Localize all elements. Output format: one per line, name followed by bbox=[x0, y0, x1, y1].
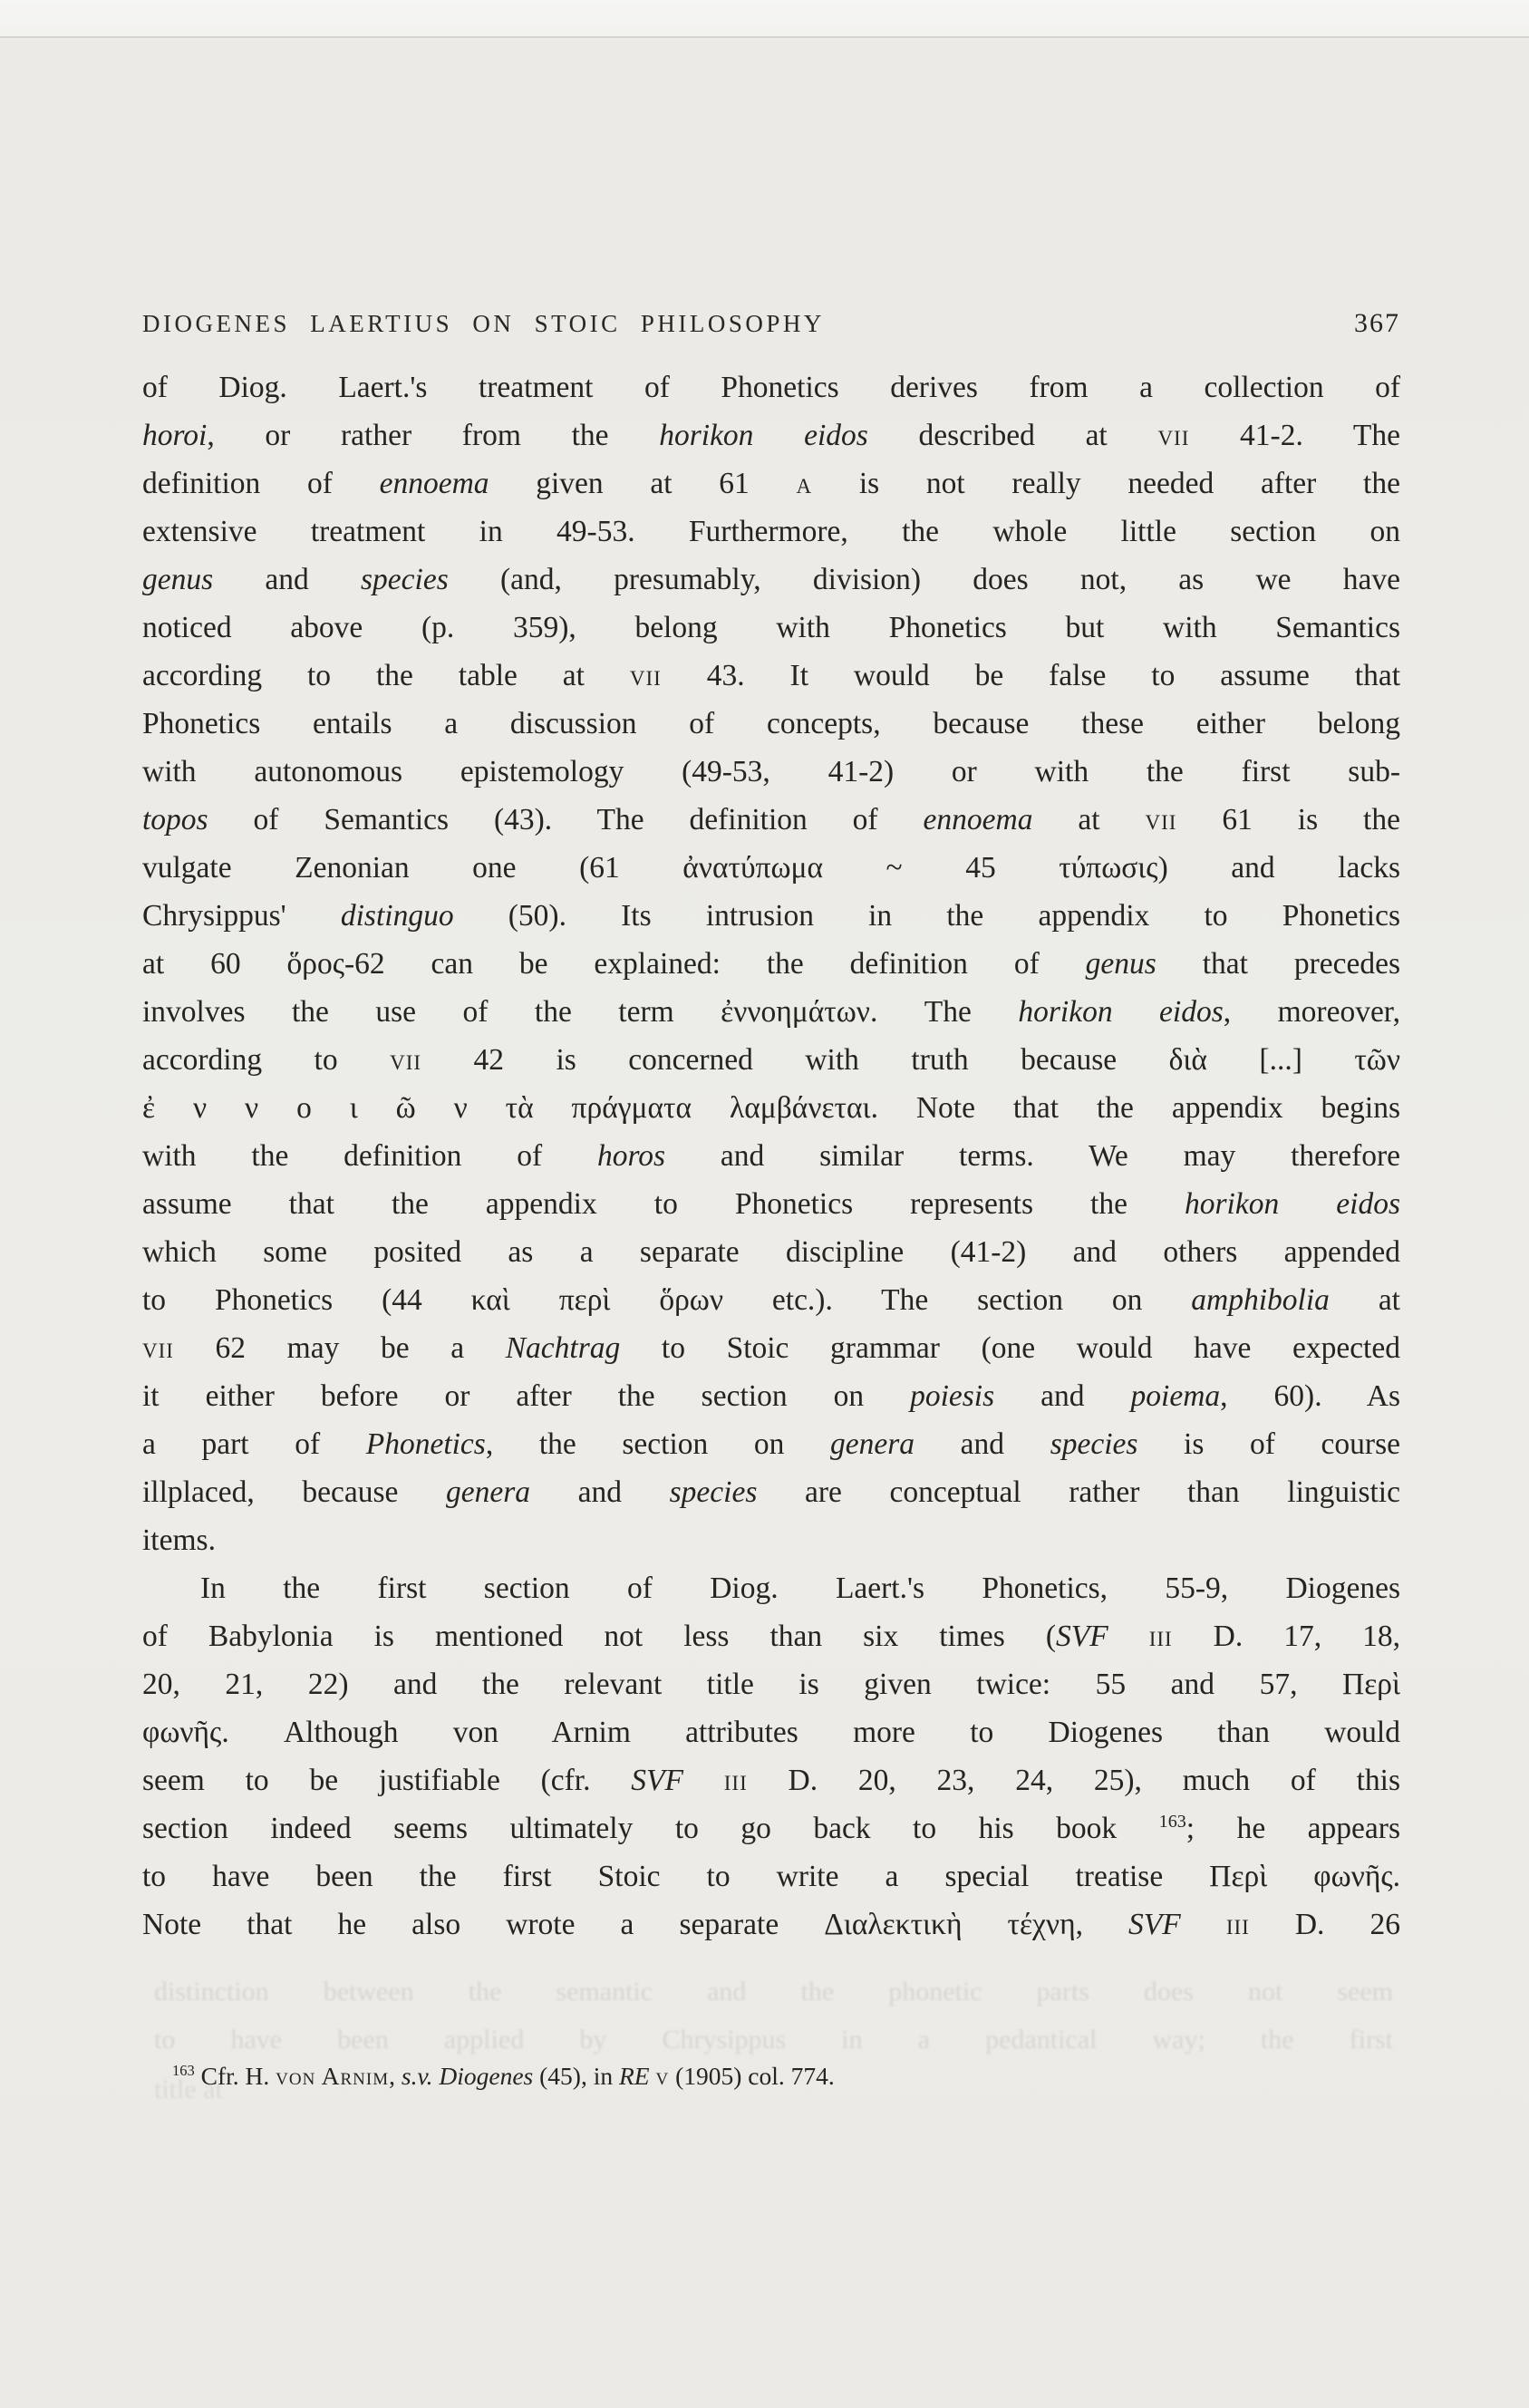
footnote-ref: 163 bbox=[172, 2061, 195, 2079]
styled-text: von Arnim bbox=[276, 2062, 390, 2090]
styled-text: SVF bbox=[1128, 1908, 1181, 1941]
text-line: of Diog. Laert.'s treatment of Phonetics derives from a collection of bbox=[142, 371, 1400, 404]
styled-text: iii bbox=[723, 1764, 748, 1797]
text-line: with autonomous epistemology (49-53, 41-2) or with the first sub- bbox=[142, 755, 1400, 788]
text-line: to Phonetics (44 καὶ περὶ ὅρων etc.). The section on amphibolia at bbox=[142, 1283, 1400, 1317]
text-line: of Babylonia is mentioned not less than six times (SVF iii D. 17, 18, bbox=[142, 1620, 1401, 1653]
running-title: DIOGENES LAERTIUS ON STOIC PHILOSOPHY bbox=[142, 310, 825, 337]
text-line: extensive treatment in 49-53. Furthermore, the whole little section on bbox=[142, 515, 1400, 548]
text-line: vii 62 may be a Nachtrag to Stoic grammar (one would have expected bbox=[142, 1331, 1400, 1365]
styled-text: Nachtrag bbox=[505, 1331, 621, 1365]
scan-fold-line bbox=[0, 36, 1529, 38]
styled-text: vii bbox=[142, 1331, 174, 1365]
text-line: items. bbox=[142, 1523, 216, 1557]
styled-text: horikon eidos bbox=[1018, 995, 1224, 1029]
styled-text: amphibolia bbox=[1191, 1283, 1330, 1317]
styled-text: poiesis bbox=[910, 1379, 995, 1413]
bleedthrough-line: distinction between the semantic and the phonetic parts does not seem bbox=[154, 1977, 1393, 2007]
styled-text: a bbox=[796, 467, 813, 500]
footnote-163: $^{163}$ Cfr. H. von Arnim, s.v. Diogenes (45), in RE v (1905) col. 774. bbox=[172, 2061, 835, 2090]
styled-text: Phonetics bbox=[365, 1427, 486, 1461]
styled-text: vii bbox=[390, 1043, 422, 1077]
text-line: Phonetics entails a discussion of concepts, because these either belong bbox=[142, 707, 1400, 740]
styled-text: vii bbox=[1145, 803, 1177, 837]
running-header bbox=[142, 308, 1400, 339]
text-line: horoi, or rather from the horikon eidos described at vii 41-2. The bbox=[142, 419, 1400, 452]
text-line: φωνῆς. Although von Arnim attributes more to Diogenes than would bbox=[142, 1716, 1400, 1749]
styled-text: species bbox=[669, 1475, 758, 1509]
styled-text: Diogenes bbox=[439, 2062, 534, 2090]
text-line: 20, 21, 22) and the relevant title is given twice: 55 and 57, Περὶ bbox=[142, 1668, 1400, 1701]
styled-text: vii bbox=[1157, 419, 1190, 452]
text-line: section indeed seems ultimately to go back to his book $^{163}$; he appears bbox=[142, 1811, 1400, 1845]
text-line: Note that he also wrote a separate Διαλεκτικὴ τέχνη, SVF iii D. 26 bbox=[142, 1908, 1401, 1941]
text-line: assume that the appendix to Phonetics represents the horikon eidos bbox=[142, 1187, 1400, 1221]
text-line: involves the use of the term ἐννοημάτων. The horikon eidos, moreover, bbox=[142, 995, 1401, 1029]
paragraph-2 bbox=[142, 1564, 1400, 1949]
styled-text: topos bbox=[142, 803, 208, 837]
styled-text: horos bbox=[596, 1139, 666, 1173]
styled-text: SVF bbox=[1055, 1620, 1108, 1653]
text-line: which some posited as a separate discipline (41-2) and others appended bbox=[142, 1235, 1400, 1269]
text-line: noticed above (p. 359), belong with Phonetics but with Semantics bbox=[142, 611, 1400, 644]
styled-text: genera bbox=[445, 1475, 531, 1509]
styled-text: ennoema bbox=[923, 803, 1033, 837]
paragraph-1 bbox=[142, 363, 1400, 1564]
styled-text: genus bbox=[1085, 947, 1156, 981]
text-line: In the first section of Diog. Laert.'s Phonetics, 55-9, Diogenes bbox=[200, 1571, 1400, 1605]
text-line: definition of ennoema given at 61 a is not really needed after the bbox=[142, 467, 1400, 500]
bleedthrough-line: title at bbox=[154, 2074, 223, 2104]
text-line: Chrysippus' distinguo (50). Its intrusion in the appendix to Phonetics bbox=[142, 899, 1400, 933]
styled-text: horoi bbox=[142, 419, 208, 452]
styled-text: ennoema bbox=[379, 467, 489, 500]
styled-text: genera bbox=[830, 1427, 915, 1461]
styled-text: RE bbox=[618, 2062, 650, 2090]
text-line: according to vii 42 is concerned with truth because διὰ [...] τῶν bbox=[142, 1043, 1400, 1077]
styled-text: horikon eidos bbox=[659, 419, 868, 452]
text-line: ἐ ν ν ο ι ῶ ν τὰ πράγματα λαμβάνεται. Note that the appendix begins bbox=[142, 1091, 1400, 1125]
styled-text: s.v. bbox=[401, 2062, 433, 2090]
styled-text: SVF bbox=[631, 1764, 683, 1797]
styled-text: poiema bbox=[1130, 1379, 1221, 1413]
styled-text: species bbox=[361, 563, 449, 596]
body-text bbox=[142, 363, 1400, 1949]
text-line: topos of Semantics (43). The definition of ennoema at vii 61 is the bbox=[142, 803, 1400, 837]
styled-text: distinguo bbox=[340, 899, 454, 933]
page-number: 367 bbox=[1354, 308, 1400, 338]
bleedthrough-line: to have been applied by Chrysippus in a pedantical way; the first bbox=[154, 2025, 1393, 2055]
text-line: illplaced, because genera and species are conceptual rather than linguistic bbox=[142, 1475, 1400, 1509]
text-line: seem to be justifiable (cfr. SVF iii D. 20, 23, 24, 25), much of this bbox=[142, 1764, 1401, 1797]
styled-text: vii bbox=[629, 659, 662, 692]
footnote-ref: 163 bbox=[1158, 1811, 1186, 1832]
text-line: with the definition of horos and similar terms. We may therefore bbox=[142, 1139, 1400, 1173]
styled-text: iii bbox=[1225, 1908, 1250, 1941]
styled-text: species bbox=[1050, 1427, 1138, 1461]
text-line: it either before or after the section on poiesis and poiema, 60). As bbox=[142, 1379, 1400, 1413]
text-line: genus and species (and, presumably, division) does not, as we have bbox=[142, 563, 1400, 596]
styled-text: horikon eidos bbox=[1185, 1187, 1400, 1221]
text-line: a part of Phonetics, the section on genera and species is of course bbox=[142, 1427, 1400, 1461]
text-line: at 60 ὅρος-62 can be explained: the definition of genus that precedes bbox=[142, 947, 1400, 981]
styled-text: v bbox=[655, 2062, 670, 2090]
scan-top-band bbox=[0, 0, 1529, 36]
text-line: to have been the first Stoic to write a special treatise Περὶ φωνῆς. bbox=[142, 1860, 1400, 1893]
text-line: vulgate Zenonian one (61 ἀνατύπωμα ~ 45 τύπωσις) and lacks bbox=[142, 851, 1400, 885]
styled-text: genus bbox=[142, 563, 214, 596]
text-line: according to the table at vii 43. It would be false to assume that bbox=[142, 659, 1400, 692]
styled-text: iii bbox=[1148, 1620, 1173, 1653]
